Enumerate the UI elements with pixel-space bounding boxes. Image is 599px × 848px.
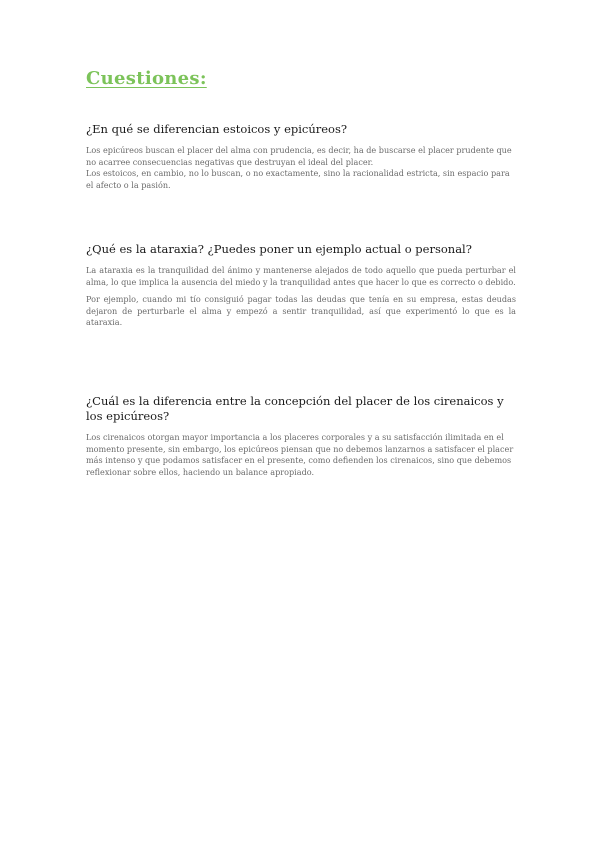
- answer-paragraph: Los epicúreos buscan el placer del alma con prudencia, es decir, ha de buscarse el placer prudente que no acarree consecuencias negativas que destruyan el ideal del placer.: [86, 145, 512, 167]
- question-heading: ¿Cuál es la diferencia entre la concepción del placer de los cirenaicos y los epicúreos?: [86, 394, 504, 423]
- answer-paragraph: La ataraxia es la tranquilidad del ánimo y mantenerse alejados de todo aquello que pueda perturbar el alma, lo que implica la ausencia del miedo y la tranquilidad antes que hacer lo que es correcto o debido.: [86, 265, 516, 287]
- question-heading: ¿Qué es la ataraxia? ¿Puedes poner un ejemplo actual o personal?: [86, 242, 472, 256]
- question-heading: ¿En qué se diferencian estoicos y epicúreos?: [86, 122, 348, 136]
- answer-paragraph: Los cirenaicos otorgan mayor importancia a los placeres corporales y a su satisfacción ilimitada en el momento presente, sin embargo, los epicúreos piensan que no debemos lanzarnos a satisfacer el placer más intenso y que podamos satisfacer en el presente, como defienden los cirenaicos, sino que debemos reflexionar sobre ellos, haciendo un balance apropiado.: [86, 432, 514, 477]
- answer-paragraph: Los estoicos, en cambio, no lo buscan, o no exactamente, sino la racionalidad estricta, sin espacio para el afecto o la pasión.: [86, 168, 510, 190]
- answer-paragraph: Por ejemplo, cuando mi tío consiguió pagar todas las deudas que tenía en su empresa, estas deudas dejaron de perturbarle el alma y empezó a sentir tranquilidad, así que experimentó lo que es la ataraxia.: [86, 294, 516, 328]
- question-section-1: [86, 122, 516, 197]
- question-section-3: [86, 394, 516, 484]
- question-section-2: [86, 242, 516, 335]
- document-title: Cuestiones:: [86, 68, 207, 89]
